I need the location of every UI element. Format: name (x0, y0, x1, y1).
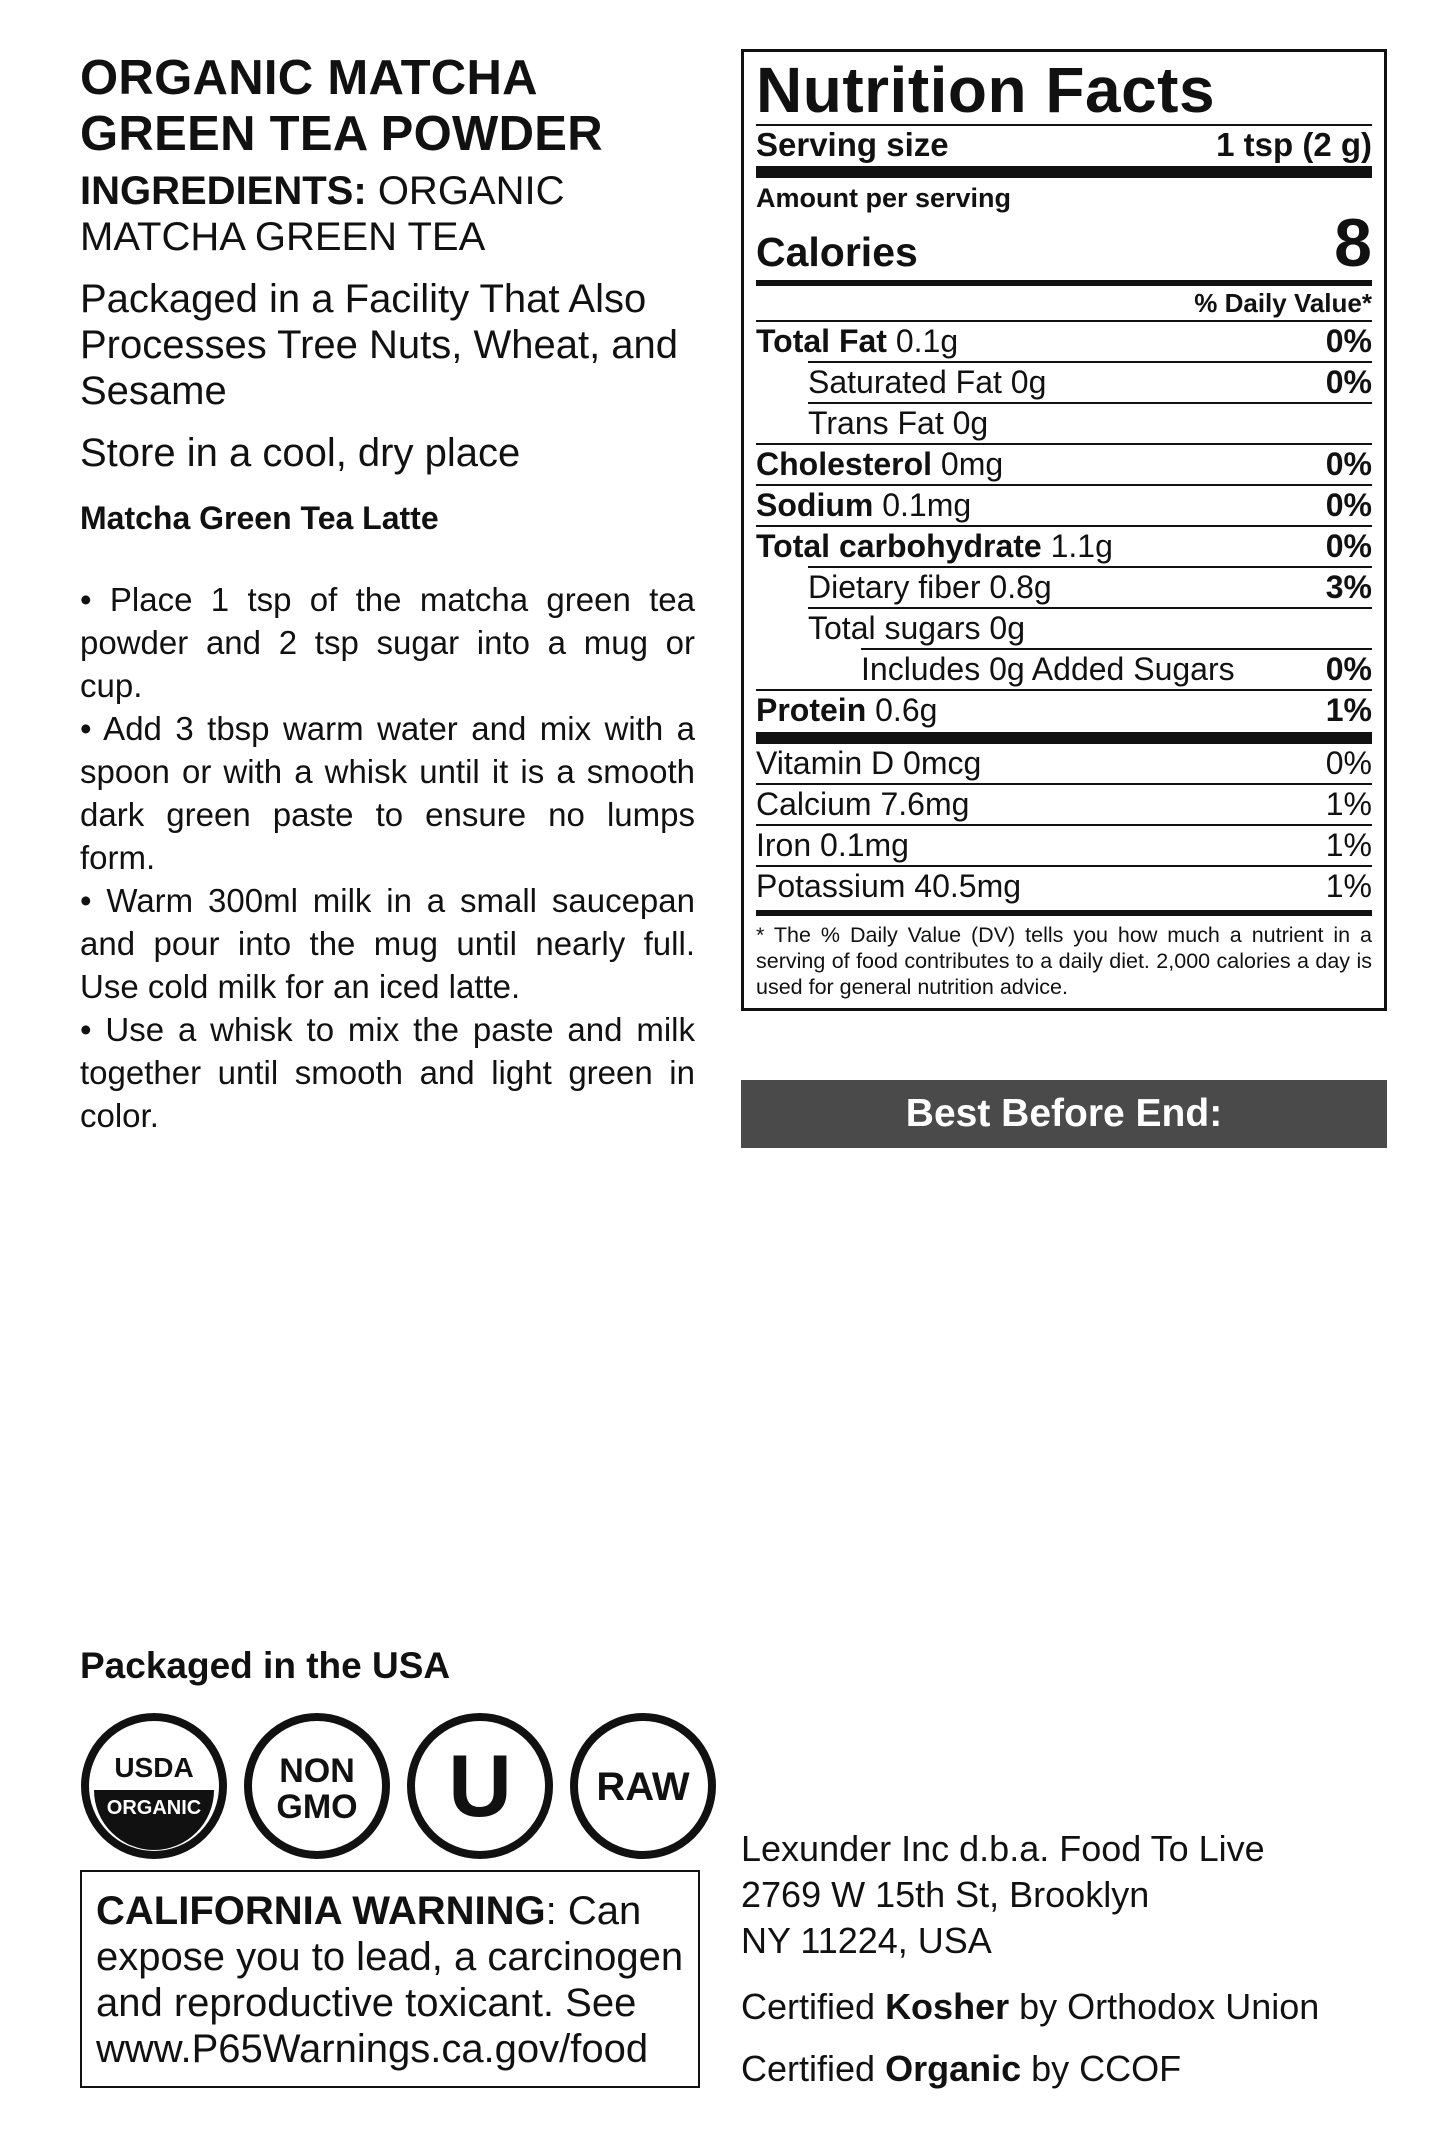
nutrient-dv: 0% (1325, 528, 1372, 564)
product-title (80, 50, 695, 162)
nutrient-amount: 0.6g (875, 692, 938, 728)
nutrient-label: Sodium (756, 487, 874, 523)
cert-suffix: by CCOF (1021, 2048, 1182, 2089)
serving-size-row (756, 126, 1372, 164)
non-gmo-icon (243, 1712, 391, 1860)
nutrient-dv: 0% (1325, 487, 1372, 523)
best-before-banner: Best Before End: (741, 1080, 1387, 1148)
divider (756, 166, 1372, 178)
nutrient-label: Total carbohydrate (756, 528, 1042, 564)
gmo-text: GMO (276, 1788, 358, 1826)
nutrient-dv: 1% (1325, 692, 1372, 728)
vitamin-dv: 0% (1325, 745, 1372, 781)
nutrient-row (808, 402, 1372, 443)
raw-icon (569, 1712, 717, 1860)
nutrient-row (808, 361, 1372, 402)
ingredients (80, 168, 695, 260)
nutrient-amount: 0mg (940, 446, 1004, 482)
warning-label: CALIFORNIA WARNING (96, 1889, 546, 1933)
organic-certification (741, 2046, 1319, 2092)
nutrient-amount: 0.8g (989, 569, 1052, 605)
warning-text: : Can expose you to lead, a carcinogen and reproductive toxicant. See www.P65Warnings.ca.gov/food (96, 1889, 684, 2071)
nutrient-label: Total Fat (756, 323, 887, 359)
california-warning (80, 1870, 700, 2088)
vitamin-label: Vitamin D 0mcg (756, 745, 982, 781)
nutrient-label: Protein (756, 692, 867, 728)
divider (756, 732, 1372, 744)
nutrient-dv: 0% (1325, 651, 1372, 687)
usda-text: USDA (114, 1752, 194, 1783)
non-text: NON (279, 1752, 355, 1790)
nutrient-row (756, 443, 1372, 484)
allergen-notice: Packaged in a Facility That Also Processes Tree Nuts, Wheat, and Sesame (80, 277, 679, 413)
title-line-2: GREEN TEA POWDER (80, 107, 603, 161)
cert-kosher: Kosher (885, 1986, 1010, 2027)
cert-organic: Organic (885, 2048, 1022, 2089)
vitamin-row (756, 783, 1372, 824)
serving-size-value: 1 tsp (2 g) (1216, 126, 1372, 163)
usda-organic-icon (80, 1712, 228, 1860)
recipe-step: • Place 1 tsp of the matcha green tea powder and 2 tsp sugar into a mug or cup. (80, 581, 695, 704)
nutrient-dv: 0% (1325, 323, 1372, 359)
nutrition-facts-title: Nutrition Facts (756, 54, 1216, 126)
nutrient-amount: 0.1mg (882, 487, 972, 523)
company-city: NY 11224, USA (741, 1920, 992, 1961)
ingredients-label: INGREDIENTS: (80, 169, 367, 213)
vitamin-dv: 1% (1325, 786, 1372, 822)
cert-suffix: by Orthodox Union (1009, 1986, 1320, 2027)
kosher-certification (741, 1984, 1319, 2030)
company-name: Lexunder Inc d.b.a. Food To Live (741, 1828, 1265, 1869)
nutrient-label: Saturated Fat (808, 364, 1002, 400)
organic-text: ORGANIC (106, 1797, 202, 1819)
calories-label: Calories (756, 229, 918, 275)
vitamin-label: Calcium 7.6mg (756, 786, 970, 822)
nutrient-amount: 1.1g (1050, 528, 1113, 564)
company-info (741, 1826, 1319, 2092)
calories-row (756, 205, 1372, 281)
origin-text: Packaged in the USA (80, 1645, 451, 1686)
company-street: 2769 W 15th St, Brooklyn (741, 1874, 1150, 1915)
nutrient-label: Trans Fat (808, 405, 944, 441)
recipe-step: • Add 3 tbsp warm water and mix with a spoon or with a whisk until it is a smooth dark green paste to ensure no lumps form. (80, 710, 695, 876)
daily-value-header: % Daily Value* (1194, 288, 1372, 318)
ingredients-text: ORGANIC MATCHA GREEN TEA (80, 169, 565, 259)
daily-value-footnote: * The % Daily Value (DV) tells you how much a nutrient in a serving of food contributes to a daily diet. 2,000 calories a day is used for general nutrition advice. (756, 923, 1372, 999)
kosher-u-text: U (448, 1736, 512, 1835)
nutrient-label: Includes 0g Added Sugars (861, 651, 1235, 687)
nutrient-label: Dietary fiber (808, 569, 981, 605)
nutrient-dv: 3% (1325, 569, 1372, 605)
recipe-steps (80, 578, 695, 1137)
nutrition-facts-panel (741, 49, 1387, 1011)
title-line-1: ORGANIC MATCHA (80, 51, 538, 105)
amount-per-serving: Amount per serving (756, 183, 1012, 213)
vitamin-row (756, 744, 1372, 783)
storage-instructions: Store in a cool, dry place (80, 431, 521, 475)
nutrient-amount: 0g (952, 405, 989, 441)
divider (756, 910, 1372, 916)
recipe-title: Matcha Green Tea Latte (80, 500, 439, 536)
nutrient-dv: 0% (1325, 446, 1372, 482)
recipe-step: • Use a whisk to mix the paste and milk together until smooth and light green in color. (80, 1011, 695, 1134)
certification-logos (80, 1712, 720, 1864)
raw-text: RAW (596, 1765, 690, 1809)
serving-size-label: Serving size (756, 126, 949, 163)
nutrient-label: Cholesterol (756, 446, 933, 482)
calories-value: 8 (1334, 205, 1372, 281)
recipe-step: • Warm 300ml milk in a small saucepan and pour into the mug until nearly full. Use cold milk for an iced latte. (80, 882, 695, 1005)
nutrient-row (756, 320, 1372, 361)
cert-prefix: Certified (741, 1986, 886, 2027)
nutrient-label: Total sugars (808, 610, 981, 646)
nutrient-amount: 0g (989, 610, 1026, 646)
nutrient-row (808, 607, 1372, 648)
nutrient-row (808, 566, 1372, 607)
vitamin-label: Potassium 40.5mg (756, 868, 1022, 904)
vitamin-dv: 1% (1325, 868, 1372, 904)
nutrient-row (756, 689, 1372, 730)
nutrient-amount: 0g (1010, 364, 1047, 400)
vitamin-row (756, 865, 1372, 906)
vitamin-row (756, 824, 1372, 865)
vitamin-label: Iron 0.1mg (756, 827, 909, 863)
nutrient-row (756, 525, 1372, 566)
product-info (80, 50, 695, 1137)
nutrient-amount: 0.1g (895, 323, 959, 359)
nutrient-row (861, 648, 1372, 689)
vitamin-dv: 1% (1325, 827, 1372, 863)
kosher-ou-icon (406, 1712, 554, 1860)
cert-prefix: Certified (741, 2048, 886, 2089)
nutrient-dv: 0% (1325, 364, 1372, 400)
nutrient-row (756, 484, 1372, 525)
